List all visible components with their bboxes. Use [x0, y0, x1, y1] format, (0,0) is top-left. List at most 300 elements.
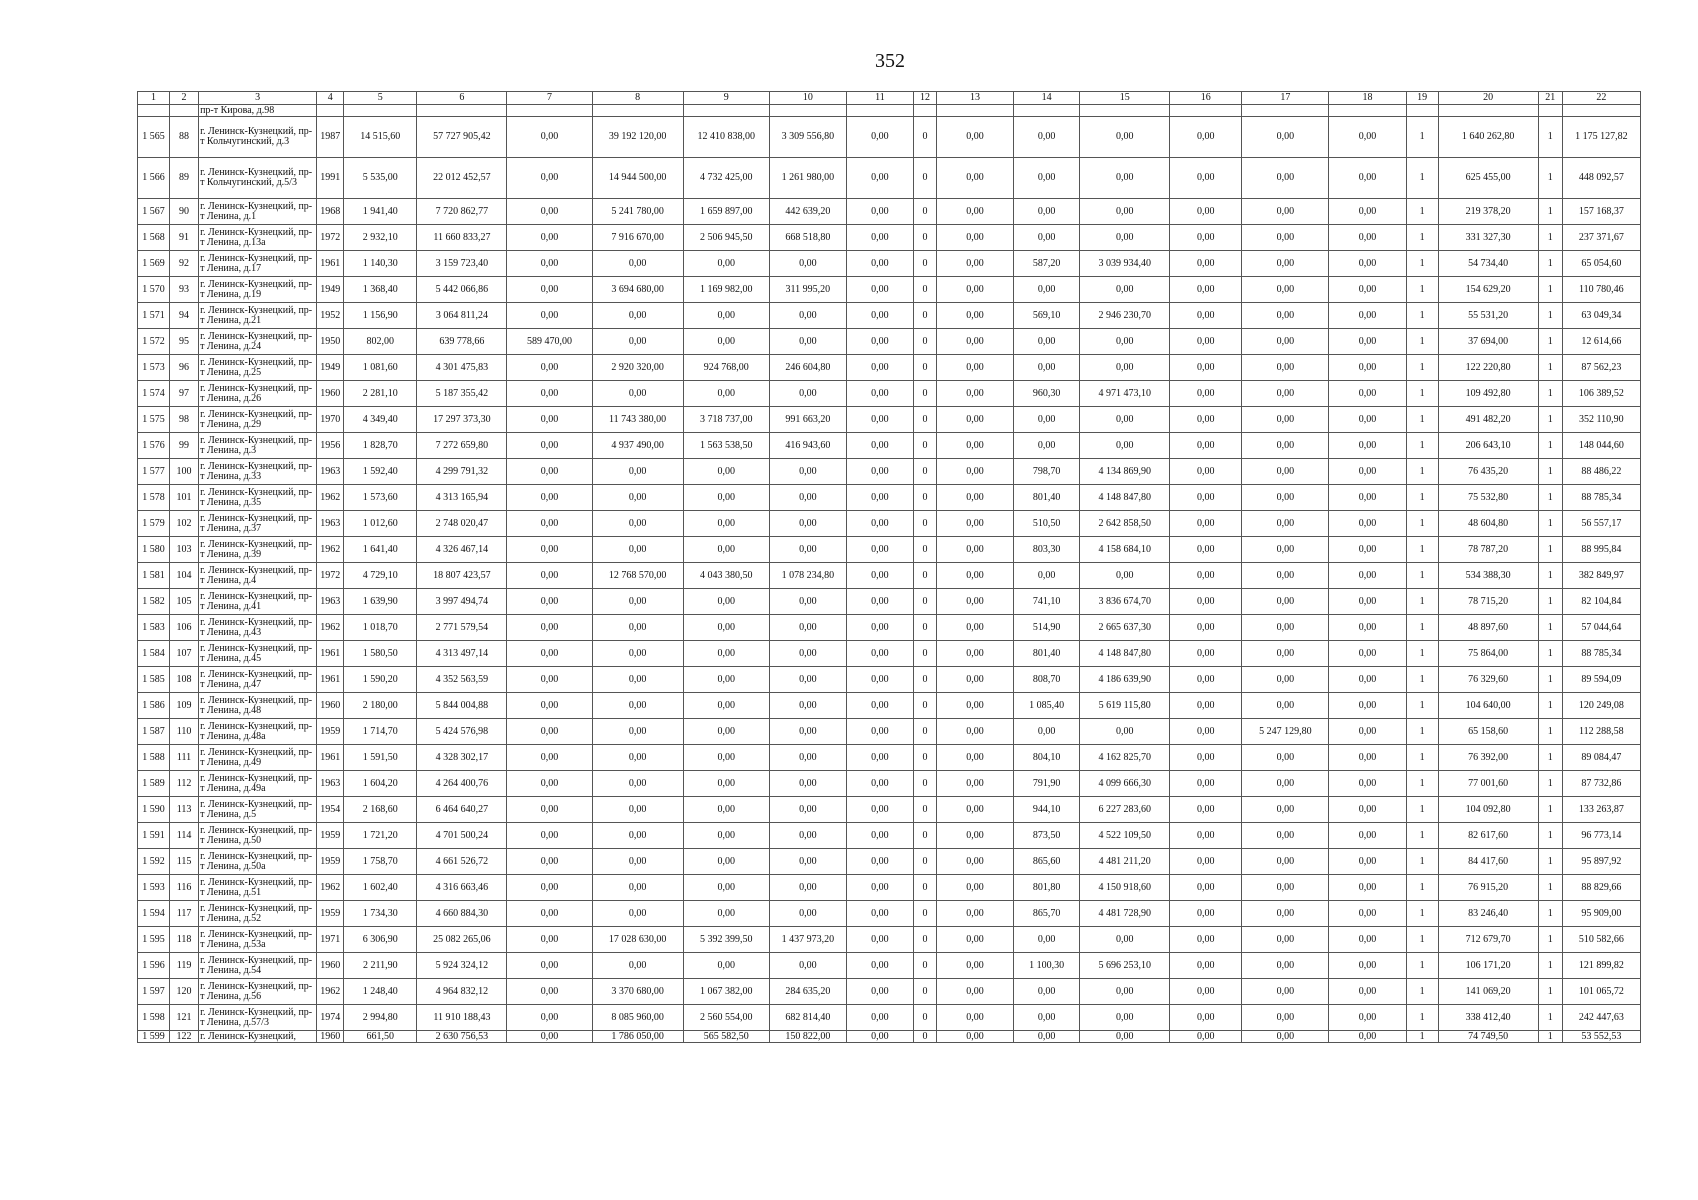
table-row	[138, 615, 1641, 641]
table-cell: 0,00	[936, 407, 1013, 433]
table-cell: 0,00	[936, 823, 1013, 849]
table-cell: 1	[1538, 511, 1562, 537]
table-cell: 93	[170, 277, 199, 303]
table-cell: 1 566	[138, 158, 170, 199]
table-cell: 1972	[317, 225, 344, 251]
table-cell: 0,00	[683, 719, 769, 745]
table-cell: 0,00	[683, 849, 769, 875]
table-cell: 0,00	[1170, 693, 1242, 719]
table-cell: 5 241 780,00	[592, 199, 683, 225]
table-cell: 0	[913, 953, 936, 979]
table-cell: 0,00	[592, 381, 683, 407]
table-row	[138, 667, 1641, 693]
table-cell: 2 281,10	[344, 381, 417, 407]
table-cell: 0,00	[1329, 901, 1406, 927]
table-cell: 0,00	[1170, 511, 1242, 537]
table-cell: 94	[170, 303, 199, 329]
table-cell: 0,00	[769, 511, 846, 537]
table-cell: 0,00	[507, 641, 592, 667]
table-cell: 4 349,40	[344, 407, 417, 433]
address-cell: г. Ленинск-Кузнецкий, пр-т Ленина, д.25	[199, 355, 317, 381]
table-row	[138, 225, 1641, 251]
table-cell: 0,00	[1329, 589, 1406, 615]
table-cell: 0	[913, 771, 936, 797]
table-cell: 0,00	[592, 537, 683, 563]
table-cell: 118	[170, 927, 199, 953]
table-cell: 0,00	[1170, 303, 1242, 329]
table-cell: 352 110,90	[1562, 407, 1640, 433]
table-cell: 712 679,70	[1438, 927, 1538, 953]
table-cell: 1	[1406, 953, 1438, 979]
table-cell: 0,00	[1242, 771, 1329, 797]
table-cell: 0	[913, 303, 936, 329]
table-cell: 0	[913, 641, 936, 667]
address-cell: г. Ленинск-Кузнецкий, пр-т Ленина, д.37	[199, 511, 317, 537]
table-cell: 0,00	[936, 485, 1013, 511]
table-cell: 0,00	[936, 1031, 1013, 1043]
table-cell: 4 313 165,94	[417, 485, 507, 511]
table-cell: 0,00	[1242, 158, 1329, 199]
address-cell: г. Ленинск-Кузнецкий, пр-т Ленина, д.13а	[199, 225, 317, 251]
table-cell: 0,00	[936, 615, 1013, 641]
table-cell: 416 943,60	[769, 433, 846, 459]
table-cell: 0,00	[507, 251, 592, 277]
table-cell: 0,00	[769, 875, 846, 901]
table-cell: 0,00	[1242, 979, 1329, 1005]
table-cell: 804,10	[1014, 745, 1080, 771]
table-cell: 18 807 423,57	[417, 563, 507, 589]
table-cell: 0,00	[1242, 641, 1329, 667]
table-cell: 491 482,20	[1438, 407, 1538, 433]
table-cell: 1	[1538, 641, 1562, 667]
table-cell: 120	[170, 979, 199, 1005]
table-cell: 1	[1538, 329, 1562, 355]
table-cell: 1	[1406, 433, 1438, 459]
table-cell: 510 582,66	[1562, 927, 1640, 953]
table-cell: 1949	[317, 277, 344, 303]
table-cell: 0,00	[592, 641, 683, 667]
table-cell: 2 920 320,00	[592, 355, 683, 381]
column-header: 20	[1438, 92, 1538, 105]
table-cell: 0,00	[846, 667, 913, 693]
table-cell: 0,00	[507, 927, 592, 953]
table-cell: 0,00	[1014, 1031, 1080, 1043]
table-cell: 0,00	[846, 433, 913, 459]
table-cell: 0,00	[1329, 823, 1406, 849]
table-cell: 0,00	[1080, 407, 1170, 433]
table-cell: 808,70	[1014, 667, 1080, 693]
table-cell: 0,00	[683, 953, 769, 979]
empty-cell	[1538, 105, 1562, 117]
table-cell: 1960	[317, 381, 344, 407]
table-cell: 0	[913, 433, 936, 459]
table-cell: 5 187 355,42	[417, 381, 507, 407]
table-row	[138, 849, 1641, 875]
table-cell: 0,00	[846, 953, 913, 979]
table-cell: 0,00	[1242, 303, 1329, 329]
table-cell: 0,00	[1170, 329, 1242, 355]
table-cell: 1 081,60	[344, 355, 417, 381]
table-cell: 682 814,40	[769, 1005, 846, 1031]
table-cell: 97	[170, 381, 199, 407]
column-header: 8	[592, 92, 683, 105]
table-cell: 3 836 674,70	[1080, 589, 1170, 615]
table-cell: 3 718 737,00	[683, 407, 769, 433]
table-cell: 7 272 659,80	[417, 433, 507, 459]
table-cell: 1 596	[138, 953, 170, 979]
table-cell: 14 515,60	[344, 117, 417, 158]
table-cell: 1	[1538, 771, 1562, 797]
table-cell: 1 593	[138, 875, 170, 901]
table-cell: 802,00	[344, 329, 417, 355]
table-cell: 0	[913, 355, 936, 381]
table-cell: 0,00	[592, 589, 683, 615]
table-cell: 0,00	[936, 745, 1013, 771]
table-cell: 0,00	[1329, 117, 1406, 158]
table-cell: 0	[913, 459, 936, 485]
table-cell: 157 168,37	[1562, 199, 1640, 225]
table-row	[138, 251, 1641, 277]
table-cell: 587,20	[1014, 251, 1080, 277]
table-cell: 0	[913, 745, 936, 771]
table-cell: 1	[1538, 485, 1562, 511]
table-cell: 0,00	[769, 823, 846, 849]
table-cell: 1 639,90	[344, 589, 417, 615]
table-cell: 75 864,00	[1438, 641, 1538, 667]
table-cell: 1949	[317, 355, 344, 381]
table-cell: 0,00	[507, 823, 592, 849]
table-cell: 661,50	[344, 1031, 417, 1043]
table-cell: 1	[1406, 158, 1438, 199]
table-cell: 0,00	[1242, 355, 1329, 381]
table-cell: 237 371,67	[1562, 225, 1640, 251]
table-cell: 11 910 188,43	[417, 1005, 507, 1031]
table-cell: 1 584	[138, 641, 170, 667]
table-cell: 0	[913, 693, 936, 719]
table-cell: 0,00	[1329, 849, 1406, 875]
table-cell: 1 758,70	[344, 849, 417, 875]
table-cell: 0,00	[936, 979, 1013, 1005]
table-cell: 95 897,92	[1562, 849, 1640, 875]
table-cell: 1	[1538, 459, 1562, 485]
table-cell: 0,00	[846, 407, 913, 433]
table-cell: 0,00	[846, 1031, 913, 1043]
table-cell: 104 092,80	[1438, 797, 1538, 823]
table-cell: 0	[913, 875, 936, 901]
table-cell: 1	[1406, 407, 1438, 433]
table-cell: 0,00	[1014, 433, 1080, 459]
table-cell: 0,00	[507, 849, 592, 875]
table-cell: 0,00	[1170, 667, 1242, 693]
table-cell: 0,00	[1329, 693, 1406, 719]
table-cell: 1 585	[138, 667, 170, 693]
table-cell: 0,00	[769, 381, 846, 407]
table-cell: 865,60	[1014, 849, 1080, 875]
table-cell: 0,00	[1242, 251, 1329, 277]
table-cell: 84 417,60	[1438, 849, 1538, 875]
table-row	[138, 303, 1641, 329]
table-row	[138, 693, 1641, 719]
table-cell: 284 635,20	[769, 979, 846, 1005]
table-cell: 1961	[317, 667, 344, 693]
table-cell: 801,40	[1014, 485, 1080, 511]
table-cell: 338 412,40	[1438, 1005, 1538, 1031]
table-cell: 0,00	[936, 641, 1013, 667]
table-cell: 1	[1538, 355, 1562, 381]
table-cell: 0,00	[936, 225, 1013, 251]
column-header: 22	[1562, 92, 1640, 105]
address-cell: г. Ленинск-Кузнецкий, пр-т Ленина, д.48а	[199, 719, 317, 745]
table-cell: 0,00	[683, 875, 769, 901]
table-cell: 1	[1406, 693, 1438, 719]
table-cell: 0,00	[1242, 277, 1329, 303]
table-cell: 0,00	[769, 797, 846, 823]
table-cell: 1	[1538, 693, 1562, 719]
table-cell: 0,00	[936, 303, 1013, 329]
table-cell: 1	[1538, 953, 1562, 979]
table-cell: 801,40	[1014, 641, 1080, 667]
table-cell: 6 227 283,60	[1080, 797, 1170, 823]
table-cell: 1 573,60	[344, 485, 417, 511]
table-cell: 0	[913, 901, 936, 927]
table-cell: 0,00	[1170, 979, 1242, 1005]
table-cell: 76 435,20	[1438, 459, 1538, 485]
table-cell: 0,00	[936, 117, 1013, 158]
table-cell: 0,00	[936, 381, 1013, 407]
table-cell: 0,00	[846, 537, 913, 563]
table-cell: 0,00	[1329, 511, 1406, 537]
table-cell: 0,00	[846, 485, 913, 511]
table-cell: 0,00	[1170, 485, 1242, 511]
empty-cell	[1170, 105, 1242, 117]
address-cell: г. Ленинск-Кузнецкий, пр-т Ленина, д.49а	[199, 771, 317, 797]
table-cell: 1 598	[138, 1005, 170, 1031]
table-cell: 99	[170, 433, 199, 459]
table-cell: 0,00	[846, 277, 913, 303]
table-cell: 1970	[317, 407, 344, 433]
table-cell: 113	[170, 797, 199, 823]
address-cell: г. Ленинск-Кузнецкий, пр-т Ленина, д.19	[199, 277, 317, 303]
table-cell: 1	[1538, 117, 1562, 158]
address-cell: г. Ленинск-Кузнецкий, пр-т Ленина, д.35	[199, 485, 317, 511]
table-cell: 0,00	[1329, 953, 1406, 979]
table-cell: 101	[170, 485, 199, 511]
empty-cell	[1242, 105, 1329, 117]
table-cell: 741,10	[1014, 589, 1080, 615]
table-cell: 96 773,14	[1562, 823, 1640, 849]
table-cell: 1 589	[138, 771, 170, 797]
table-cell: 5 392 399,50	[683, 927, 769, 953]
table-cell: 0,00	[846, 875, 913, 901]
table-cell: 0	[913, 667, 936, 693]
table-cell: 0,00	[592, 615, 683, 641]
table-cell: 0,00	[769, 589, 846, 615]
table-cell: 1 567	[138, 199, 170, 225]
table-cell: 4 352 563,59	[417, 667, 507, 693]
table-cell: 0,00	[507, 158, 592, 199]
table-cell: 1	[1538, 1031, 1562, 1043]
empty-cell	[1329, 105, 1406, 117]
address-cell: г. Ленинск-Кузнецкий, пр-т Кольчугинский, д.5/3	[199, 158, 317, 199]
table-cell: 0,00	[936, 459, 1013, 485]
table-cell: 569,10	[1014, 303, 1080, 329]
table-cell: 0,00	[1329, 1005, 1406, 1031]
table-cell: 991 663,20	[769, 407, 846, 433]
table-cell: 0,00	[1242, 849, 1329, 875]
table-cell: 1	[1406, 355, 1438, 381]
table-cell: 0,00	[1329, 641, 1406, 667]
table-cell: 1	[1406, 199, 1438, 225]
table-cell: 0,00	[1170, 1005, 1242, 1031]
table-cell: 1	[1406, 225, 1438, 251]
column-header: 5	[344, 92, 417, 105]
table-cell: 22 012 452,57	[417, 158, 507, 199]
table-row	[138, 537, 1641, 563]
table-cell: 0,00	[507, 485, 592, 511]
table-cell: 0,00	[769, 901, 846, 927]
table-cell: 0,00	[507, 693, 592, 719]
table-cell: 141 069,20	[1438, 979, 1538, 1005]
table-cell: 0,00	[592, 667, 683, 693]
table-cell: 0,00	[936, 875, 1013, 901]
table-cell: 0,00	[846, 303, 913, 329]
table-cell: 0,00	[1080, 158, 1170, 199]
column-header: 2	[170, 92, 199, 105]
table-cell: 88 486,22	[1562, 459, 1640, 485]
table-cell: 0,00	[936, 329, 1013, 355]
address-cell: г. Ленинск-Кузнецкий, пр-т Ленина, д.53а	[199, 927, 317, 953]
table-row	[138, 355, 1641, 381]
table-cell: 115	[170, 849, 199, 875]
header-row	[138, 92, 1641, 105]
table-row	[138, 485, 1641, 511]
table-cell: 0,00	[592, 251, 683, 277]
table-cell: 801,80	[1014, 875, 1080, 901]
table-cell: 0,00	[936, 355, 1013, 381]
table-cell: 924 768,00	[683, 355, 769, 381]
table-cell: 1972	[317, 563, 344, 589]
table-cell: 0,00	[1170, 563, 1242, 589]
table-cell: 1961	[317, 641, 344, 667]
empty-cell	[846, 105, 913, 117]
table-cell: 1 437 973,20	[769, 927, 846, 953]
table-cell: 0,00	[1329, 745, 1406, 771]
table-cell: 150 822,00	[769, 1031, 846, 1043]
table-cell: 0,00	[1080, 225, 1170, 251]
table-cell: 0,00	[1080, 117, 1170, 158]
data-table	[137, 91, 1641, 1043]
table-cell: 1962	[317, 615, 344, 641]
table-cell: 0,00	[1080, 979, 1170, 1005]
table-cell: 0,00	[683, 797, 769, 823]
table-cell: 0,00	[846, 199, 913, 225]
table-cell: 0,00	[936, 953, 1013, 979]
table-cell: 0,00	[1080, 719, 1170, 745]
table-cell: 1 594	[138, 901, 170, 927]
table-cell: 108	[170, 667, 199, 693]
table-cell: 1 248,40	[344, 979, 417, 1005]
table-cell: 1 169 982,00	[683, 277, 769, 303]
table-cell: 0,00	[769, 537, 846, 563]
table-cell: 6 306,90	[344, 927, 417, 953]
table-cell: 76 915,20	[1438, 875, 1538, 901]
table-cell: 0,00	[936, 433, 1013, 459]
table-cell: 0,00	[846, 225, 913, 251]
table-cell: 0	[913, 927, 936, 953]
table-cell: 1963	[317, 771, 344, 797]
table-cell: 4 186 639,90	[1080, 667, 1170, 693]
table-cell: 5 924 324,12	[417, 953, 507, 979]
address-cell: г. Ленинск-Кузнецкий, пр-т Ленина, д.1	[199, 199, 317, 225]
table-cell: 0,00	[683, 251, 769, 277]
table-cell: 0,00	[1329, 433, 1406, 459]
empty-cell	[1406, 105, 1438, 117]
table-cell: 78 787,20	[1438, 537, 1538, 563]
table-cell: 4 134 869,90	[1080, 459, 1170, 485]
table-cell: 0,00	[507, 199, 592, 225]
table-cell: 7 720 862,77	[417, 199, 507, 225]
table-cell: 0,00	[846, 979, 913, 1005]
table-cell: 2 168,60	[344, 797, 417, 823]
column-header: 15	[1080, 92, 1170, 105]
table-cell: 1 595	[138, 927, 170, 953]
table-cell: 0,00	[1242, 407, 1329, 433]
table-cell: 0,00	[1329, 199, 1406, 225]
table-cell: 1971	[317, 927, 344, 953]
table-cell: 3 370 680,00	[592, 979, 683, 1005]
table-cell: 1 018,70	[344, 615, 417, 641]
table-cell: 82 104,84	[1562, 589, 1640, 615]
table-cell: 1 941,40	[344, 199, 417, 225]
table-cell: 0,00	[846, 158, 913, 199]
table-cell: 0,00	[1014, 329, 1080, 355]
table-cell: 98	[170, 407, 199, 433]
table-cell: 0,00	[1014, 158, 1080, 199]
table-cell: 106	[170, 615, 199, 641]
table-cell: 4 964 832,12	[417, 979, 507, 1005]
table-cell: 17 028 630,00	[592, 927, 683, 953]
address-cell: г. Ленинск-Кузнецкий, пр-т Ленина, д.57/3	[199, 1005, 317, 1031]
table-cell: 0,00	[592, 719, 683, 745]
table-cell: 0,00	[507, 225, 592, 251]
table-cell: 1	[1406, 927, 1438, 953]
table-cell: 1	[1406, 901, 1438, 927]
table-cell: 0,00	[1242, 485, 1329, 511]
empty-cell	[317, 105, 344, 117]
table-cell: 4 326 467,14	[417, 537, 507, 563]
table-cell: 1	[1406, 589, 1438, 615]
table-cell: 1 659 897,00	[683, 199, 769, 225]
address-cell: г. Ленинск-Кузнецкий, пр-т Ленина, д.52	[199, 901, 317, 927]
empty-cell	[913, 105, 936, 117]
table-cell: 0,00	[769, 459, 846, 485]
table-cell: 4 729,10	[344, 563, 417, 589]
table-cell: 1 721,20	[344, 823, 417, 849]
table-row	[138, 1031, 1641, 1043]
table-cell: 0,00	[1242, 563, 1329, 589]
table-cell: 0,00	[1080, 199, 1170, 225]
table-cell: 0,00	[1014, 563, 1080, 589]
table-cell: 116	[170, 875, 199, 901]
table-cell: 1	[1538, 433, 1562, 459]
table-row	[138, 117, 1641, 158]
table-cell: 1 140,30	[344, 251, 417, 277]
table-cell: 48 604,80	[1438, 511, 1538, 537]
address-cell: г. Ленинск-Кузнецкий, пр-т Ленина, д.29	[199, 407, 317, 433]
table-cell: 0,00	[592, 823, 683, 849]
table-cell: 3 039 934,40	[1080, 251, 1170, 277]
table-cell: 1	[1538, 901, 1562, 927]
